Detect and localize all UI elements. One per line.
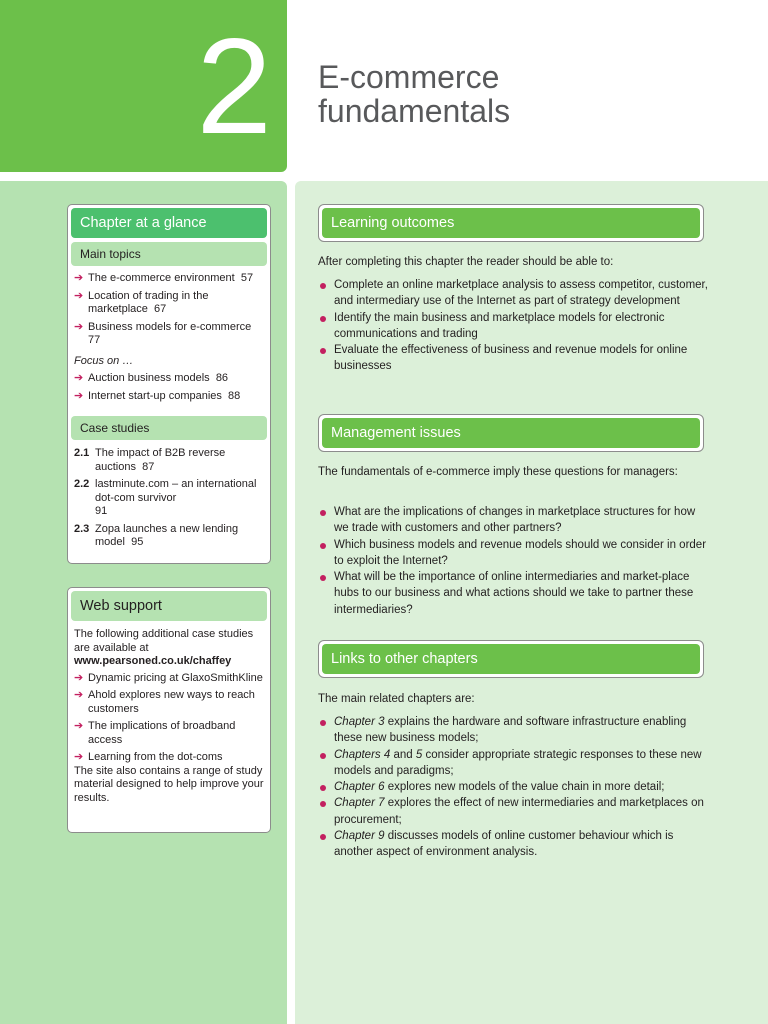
list-item: Chapter 9 discusses models of online customer behaviour which is another aspect of environment analysis. — [318, 828, 710, 861]
list-item[interactable]: ➔ Location of trading in the marketplace 67 — [74, 289, 209, 315]
bullet-icon — [320, 348, 326, 354]
chapter-title — [318, 60, 510, 128]
list-item[interactable]: ➔ Dynamic pricing at GlaxoSmithKline — [74, 671, 263, 684]
main-topics-heading: Main topics — [71, 242, 267, 266]
list-item[interactable]: ➔ Ahold explores new ways to reach customers — [74, 689, 255, 715]
arrow-right-icon: ➔ — [74, 671, 84, 684]
list-item: What are the implications of changes in marketplace structures for how we trade with customers and other partners? — [318, 504, 710, 537]
arrow-right-icon: ➔ — [74, 372, 84, 384]
arrow-right-icon: ➔ — [74, 751, 84, 763]
links-to-other-chapters-header — [318, 640, 704, 678]
list-item[interactable]: 2.1 The impact of B2B reverse auctions 87 — [74, 447, 226, 473]
list-item[interactable]: ➔ Auction business models 86 — [74, 372, 229, 384]
list-item: What will be the importance of online intermediaries and market-place hubs to our business and what actions should we take to partner these intermediaries? — [318, 569, 710, 618]
bullet-icon — [320, 753, 326, 759]
list-item[interactable]: ➔ Learning from the dot-coms — [74, 751, 223, 763]
bullet-icon — [320, 575, 326, 581]
bullet-icon — [320, 785, 326, 791]
web-support-box — [67, 587, 271, 833]
arrow-right-icon: ➔ — [74, 720, 84, 732]
bullet-icon — [320, 834, 326, 840]
web-support-title: Web support — [71, 591, 267, 621]
web-support-link[interactable]: www.pearsoned.co.uk/chaffey — [74, 655, 232, 667]
bullet-icon — [320, 720, 326, 726]
web-support-content — [74, 628, 264, 805]
bullet-icon — [320, 316, 326, 322]
learning-outcomes-header — [318, 204, 704, 242]
links-intro: The main related chapters are: — [318, 693, 475, 705]
management-issues-intro: The fundamentals of e-commerce imply these questions for managers: — [318, 466, 678, 478]
list-item[interactable]: ➔ Business models for e-commerce 77 — [74, 320, 252, 346]
list-item: Chapters 4 and 5 consider appropriate strategic responses to these new models and paradigms; — [318, 747, 710, 780]
chapter-title-line2: fundamentals — [318, 93, 511, 129]
list-item[interactable]: 2.3 Zopa launches a new lending model 95 — [74, 522, 239, 548]
focus-topics-list — [74, 372, 264, 407]
learning-outcomes-intro: After completing this chapter the reader should be able to: — [318, 256, 614, 268]
list-item: Evaluate the effectiveness of business and revenue models for online businesses — [318, 342, 710, 375]
list-item: Complete an online marketplace analysis to assess competitor, customer, and intermediary use of the Internet as part of strategy development — [318, 277, 710, 310]
links-list — [318, 714, 710, 861]
chapter-title-line1: E-commerce — [318, 59, 500, 95]
links-title: Links to other chapters — [322, 644, 700, 674]
management-issues-header — [318, 414, 704, 452]
arrow-right-icon: ➔ — [74, 320, 84, 333]
case-studies-list — [74, 447, 264, 554]
list-item[interactable]: ➔ The implications of broadband access — [74, 720, 236, 746]
list-item: Chapter 7 explores the effect of new intermediaries and marketplaces on procurement; — [318, 795, 710, 828]
chapter-number: 2 — [196, 10, 270, 162]
bullet-icon — [320, 510, 326, 516]
main-topics-list — [74, 272, 264, 352]
arrow-right-icon: ➔ — [74, 389, 84, 402]
bullet-icon — [320, 283, 326, 289]
arrow-right-icon: ➔ — [74, 272, 84, 284]
arrow-right-icon: ➔ — [74, 689, 84, 701]
list-item[interactable]: ➔ Internet start-up companies 88 — [74, 389, 241, 402]
management-issues-title: Management issues — [322, 418, 700, 448]
list-item: Identify the main business and marketplace models for electronic communications and trading — [318, 310, 710, 343]
web-support-intro: The following additional case studies are available at — [74, 628, 254, 654]
web-support-list — [74, 672, 264, 765]
learning-outcomes-list — [318, 277, 710, 375]
learning-outcomes-title: Learning outcomes — [322, 208, 700, 238]
arrow-right-icon: ➔ — [74, 289, 84, 302]
list-item: Chapter 3 explains the hardware and software infrastructure enabling these new business models; — [318, 714, 710, 747]
bullet-icon — [320, 801, 326, 807]
case-studies-heading: Case studies — [71, 416, 267, 440]
chapter-at-a-glance-box — [67, 204, 271, 564]
list-item: Which business models and revenue models should we consider in order to exploit the Internet? — [318, 537, 710, 570]
management-issues-list — [318, 504, 710, 618]
list-item[interactable]: ➔ The e-commerce environment 57 — [74, 272, 254, 284]
focus-on-label: Focus on … — [74, 355, 134, 367]
glance-title: Chapter at a glance — [71, 208, 267, 238]
bullet-icon — [320, 543, 326, 549]
list-item: Chapter 6 explores new models of the value chain in more detail; — [318, 779, 710, 795]
list-item[interactable]: 2.2 lastminute.com – an international dot-com survivor 91 — [74, 478, 257, 517]
web-support-outro: The site also contains a range of study material designed to help improve your results. — [74, 764, 264, 804]
